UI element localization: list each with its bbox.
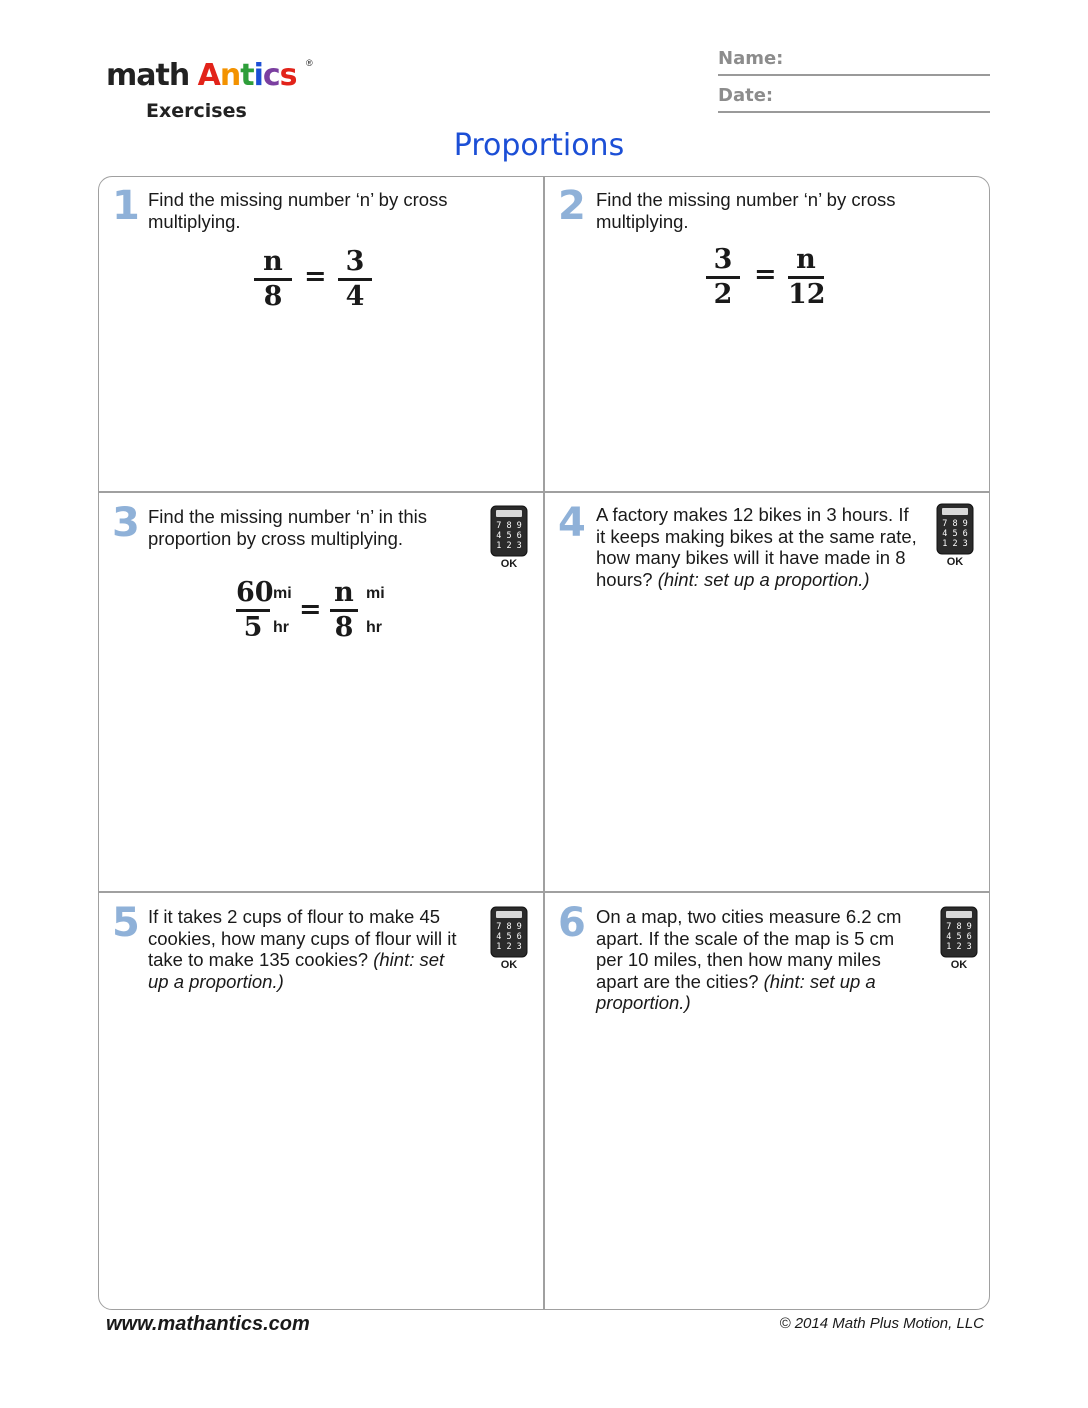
calculator-graphic xyxy=(936,503,974,569)
calculator-ok-label: OK xyxy=(946,556,964,568)
calculator-keys-row: 1 2 3 xyxy=(946,942,972,952)
date-field[interactable] xyxy=(718,85,990,113)
unit-hours: hr xyxy=(273,619,289,636)
calculator-keys-row: 7 8 9 xyxy=(496,922,522,932)
problem-6-question: On a map, two cities measure 6.2 cm apart. If the scale of the map is 5 cm per 10 miles, then how many miles apart are the cities? xyxy=(596,906,902,992)
unit-hours: hr xyxy=(366,619,382,636)
calculator-graphic xyxy=(490,505,528,571)
problem-2-text: Find the missing number ‘n’ by cross multiplying. xyxy=(596,189,896,232)
problem-5-number: 5 xyxy=(112,900,140,946)
denominator: 8 xyxy=(263,280,283,312)
copyright: © 2014 Math Plus Motion, LLC xyxy=(779,1315,984,1332)
calculator-keys-row: 1 2 3 xyxy=(496,541,522,551)
numerator: 60 xyxy=(236,577,274,608)
denominator: 2 xyxy=(713,278,733,310)
calculator-keys-row: 1 2 3 xyxy=(496,942,522,952)
calculator-screen xyxy=(496,510,522,517)
calculator-ok-label: OK xyxy=(950,959,968,971)
problem-3-proportion xyxy=(236,578,406,648)
grid-divider-row1 xyxy=(99,491,989,493)
problem-6-number: 6 xyxy=(558,900,586,946)
fraction-right xyxy=(330,578,358,643)
fraction-left xyxy=(254,247,292,312)
math-antics-logo xyxy=(106,58,313,128)
calculator-keys-row: 4 5 6 xyxy=(946,932,972,942)
problem-2-number: 2 xyxy=(558,183,586,229)
numerator: n xyxy=(796,244,816,275)
problem-4-number: 4 xyxy=(558,500,586,546)
logo-subtitle: Exercises xyxy=(146,100,247,122)
unit-miles: mi xyxy=(273,585,292,602)
problem-1-text: Find the missing number ‘n’ by cross multiplying. xyxy=(148,189,448,232)
logo-word-antics: Antics xyxy=(197,58,297,93)
fraction-left xyxy=(706,245,740,310)
calculator-icon xyxy=(940,906,978,972)
grid-divider-vertical xyxy=(543,177,545,1309)
calculator-icon xyxy=(936,503,974,569)
calculator-screen xyxy=(946,911,972,918)
date-label: Date: xyxy=(718,85,774,106)
problem-1-proportion xyxy=(254,247,384,317)
denominator: 8 xyxy=(334,611,354,643)
website-link[interactable]: www.mathantics.com xyxy=(106,1313,310,1335)
calculator-keys-row: 4 5 6 xyxy=(496,531,522,541)
problem-5-question: If it takes 2 cups of flour to make 45 cookies, how many cups of flour will it take to make 135 cookies? xyxy=(148,906,457,970)
calculator-keys-row: 1 2 3 xyxy=(942,539,968,549)
numerator: 3 xyxy=(713,244,733,275)
problem-3-text: Find the missing number ‘n’ in this proportion by cross multiplying. xyxy=(148,506,427,549)
problem-6-text xyxy=(596,906,926,1014)
equals-sign: = xyxy=(754,259,777,290)
calculator-keys-row: 7 8 9 xyxy=(942,519,968,529)
numerator: n xyxy=(263,246,283,277)
problem-4-hint: (hint: set up a proportion.) xyxy=(657,568,870,590)
problem-3-number: 3 xyxy=(112,500,140,546)
problem-6-hint: (hint: set up a proportion.) xyxy=(596,970,876,1013)
numerator: n xyxy=(334,577,354,608)
logo-word-math: math xyxy=(106,58,190,93)
calculator-keys-row: 7 8 9 xyxy=(496,521,522,531)
equals-sign: = xyxy=(304,261,327,292)
denominator: 5 xyxy=(243,611,263,643)
calculator-keys-row: 4 5 6 xyxy=(942,529,968,539)
problem-4-question: A factory makes 12 bikes in 3 hours. If it keeps making bikes at the same rate, how many bikes will it have made in 8 hours? xyxy=(596,504,917,590)
problem-5-hint: (hint: set up a proportion.) xyxy=(148,949,445,992)
unit-miles: mi xyxy=(366,585,385,602)
calculator-screen xyxy=(496,911,522,918)
calculator-icon xyxy=(490,906,528,972)
page-title: Proportions xyxy=(453,128,625,163)
calculator-keys-row: 4 5 6 xyxy=(496,932,522,942)
calculator-keys-row: 7 8 9 xyxy=(946,922,972,932)
calculator-ok-label: OK xyxy=(500,558,518,570)
calculator-screen xyxy=(942,508,968,515)
numerator: 3 xyxy=(345,246,365,277)
denominator: 4 xyxy=(345,280,365,312)
denominator: 12 xyxy=(788,278,826,310)
fraction-left xyxy=(236,577,274,643)
problem-1-number: 1 xyxy=(112,183,140,229)
name-label: Name: xyxy=(718,48,784,69)
grid-divider-row2 xyxy=(99,891,989,893)
problem-5-text xyxy=(148,906,466,992)
calculator-icon xyxy=(490,505,528,571)
calculator-ok-label: OK xyxy=(500,959,518,971)
fraction-right xyxy=(788,245,824,310)
problem-4-text xyxy=(596,504,918,590)
problem-2-proportion xyxy=(706,245,836,315)
name-field[interactable] xyxy=(718,48,990,76)
equals-sign: = xyxy=(299,594,322,625)
calculator-graphic xyxy=(490,906,528,972)
registered-mark: ® xyxy=(305,58,313,68)
fraction-right xyxy=(338,247,372,312)
calculator-graphic xyxy=(940,906,978,972)
